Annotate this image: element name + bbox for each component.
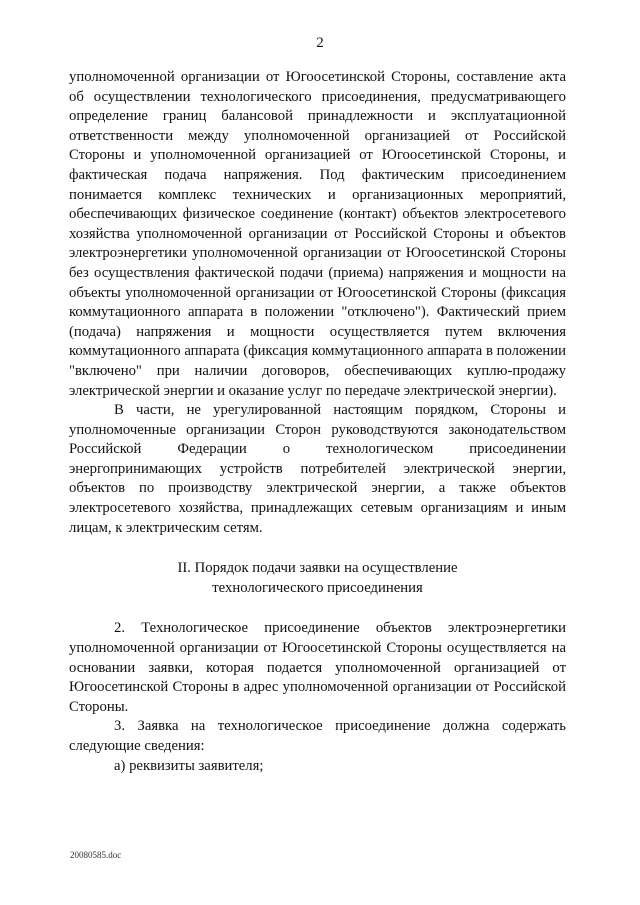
paragraph-item-3: 3. Заявка на технологическое присоединение должна содержать следующие сведения: [69,718,566,754]
paragraph-item-3a: а) реквизиты заявителя; [114,757,264,774]
section-heading-line-1: II. Порядок подачи заявки на осуществление [177,560,458,577]
section-heading-line-2: технологического присоединения [212,579,423,596]
paragraph-item-2: 2. Технологическое присоединение объектов электроэнергетики уполномоченной организации от Югоосетинской Стороны осуществляется на основании заявки, которая подается уполномоченной организацией от Югоосетинской Стороны в адрес уполномоченной организации от Российской Стороны. [69,620,566,715]
page-number: 2 [316,35,324,51]
paragraph-unregulated-matters: В части, не урегулированной настоящим порядком, Стороны и уполномоченные организации Сторон руководствуются законодательством Российской Федерации о технологическом присоединении энергопринимающих устройств потребителей электрической энергии, объектов по производству электрической энергии, а также объектов электросетевого хозяйства, принадлежащих сетевым организациям и иным лицам, к электрическим сетям. [69,402,566,536]
section-heading [69,559,566,598]
paragraph-continuation: уполномоченной организации от Югоосетинской Стороны, составление акта об осуществлении технологического присоединения, предусматривающего определение границ балансовой принадлежности и эксплуатационной ответственности между уполномоченной организацией от Российской Стороны и уполномоченной организацией от Югоосетинской Стороны, и фактическая подача напряжения. Под фактическим присоединением понимается комплекс технических и организационных мероприятий, обеспечивающих физическое соединение (контакт) объектов электросетевого хозяйства уполномоченной организации от Российской Стороны и объектов электроэнергетики уполномоченной организации от Югоосетинской Стороны без осуществления фактической подачи (приема) напряжения и мощности на объекты уполномоченной организации от Югоосетинской Стороны (фиксация коммутационного аппарата в положении "отключено"). Фактический прием (подача) напряжения и мощности осуществляется путем включения коммутационного аппарата (фиксация коммутационного аппарата в положении "включено" при наличии договоров, обеспечивающих куплю-продажу электрической энергии и оказание услуг по передаче электрической энергии). [69,69,566,399]
document-body [69,68,566,776]
file-name-footer: 20080585.doc [70,850,122,860]
